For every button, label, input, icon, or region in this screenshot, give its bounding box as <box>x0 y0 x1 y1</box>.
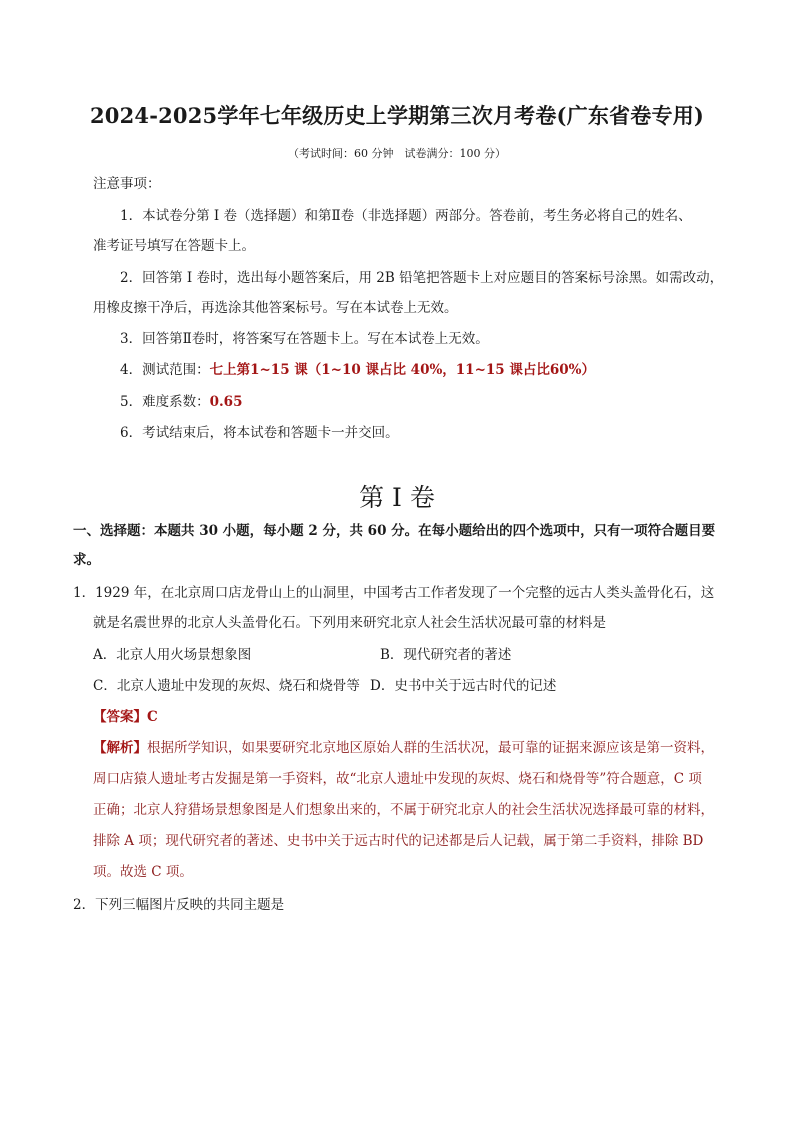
notes-heading: 注意事项： <box>93 176 161 192</box>
q1-explanation-line-3: 正确；北京人狩猎场景想象图是人们想象出来的，不属于研究北京人的社会生活状况选择最可靠的材料， <box>93 802 714 818</box>
q1-option-b: B．现代研究者的著述 <box>380 647 512 663</box>
test-scope: 七上第1~15 课（1~10 课占比 40%，11~15 课占比60%） <box>209 362 595 378</box>
answer-value: C <box>147 709 158 725</box>
explanation-label: 【解析】 <box>93 740 147 756</box>
note-5-prefix: 5．难度系数： <box>120 394 210 410</box>
q1-answer <box>93 707 158 727</box>
note-6: 6．考试结束后，将本试卷和答题卡一并交回。 <box>120 425 399 441</box>
q1-option-c: C．北京人遗址中发现的灰烬、烧石和烧骨等 <box>93 678 360 694</box>
exam-subtitle: （考试时间：60 分钟 试卷满分：100 分） <box>288 147 506 160</box>
note-5 <box>120 392 242 412</box>
difficulty-value: 0.65 <box>209 394 243 410</box>
answer-label: 【答案】 <box>93 709 147 725</box>
q1-explanation-line-1 <box>93 738 714 758</box>
q1-stem-line-2: 就是名震世界的北京人头盖骨化石。下列用来研究北京人社会生活状况最可靠的材料是 <box>93 615 606 631</box>
exam-title: 2024-2025学年七年级历史上学期第三次月考卷(广东省卷专用) <box>89 103 705 128</box>
note-3: 3．回答第Ⅱ卷时，将答案写在答题卡上。写在本试卷上无效。 <box>120 331 489 347</box>
note-1-line-2: 准考证号填写在答题卡上。 <box>93 238 255 254</box>
q1-explanation-line-4: 排除 A 项；现代研究者的著述、史书中关于远古时代的记述都是后人记载，属于第二手资料，排除 BD <box>93 833 704 849</box>
q2-stem: 2．下列三幅图片反映的共同主题是 <box>73 897 285 913</box>
section-title: 第 I 卷 <box>359 483 435 512</box>
explanation-text-1: 根据所学知识，如果要研究北京地区原始人群的生活状况，最可靠的证据来源应该是第一资料， <box>147 740 714 756</box>
note-4 <box>120 360 595 380</box>
section-intro-line-1: 一、选择题：本题共 30 小题，每小题 2 分，共 60 分。在每小题给出的四个选项中，只有一项符合题目要 <box>73 523 716 539</box>
q1-explanation-line-5: 项。故选 C 项。 <box>93 864 193 880</box>
q1-option-a: A．北京人用火场景想象图 <box>93 647 252 663</box>
q1-stem-line-1: 1．1929 年，在北京周口店龙骨山上的山洞里，中国考古工作者发现了一个完整的远古人类头盖骨化石，这 <box>73 585 715 601</box>
note-2-line-2: 用橡皮擦干净后，再选涂其他答案标号。写在本试卷上无效。 <box>93 300 458 316</box>
q1-explanation-line-2: 周口店猿人遗址考古发掘是第一手资料，故“北京人遗址中发现的灰烬、烧石和烧骨等”符合题意，C 项 <box>93 771 702 787</box>
q1-option-d: D．史书中关于远古时代的记述 <box>370 678 557 694</box>
note-4-prefix: 4．测试范围： <box>120 362 210 378</box>
note-1-line-1: 1．本试卷分第 I 卷（选择题）和第Ⅱ卷（非选择题）两部分。答卷前，考生务必将自己的姓名、 <box>120 208 692 224</box>
note-2-line-1: 2．回答第 I 卷时，选出每小题答案后，用 2B 铅笔把答题卡上对应题目的答案标号涂黑。如需改动， <box>120 270 724 286</box>
section-intro-line-2: 求。 <box>73 552 100 568</box>
